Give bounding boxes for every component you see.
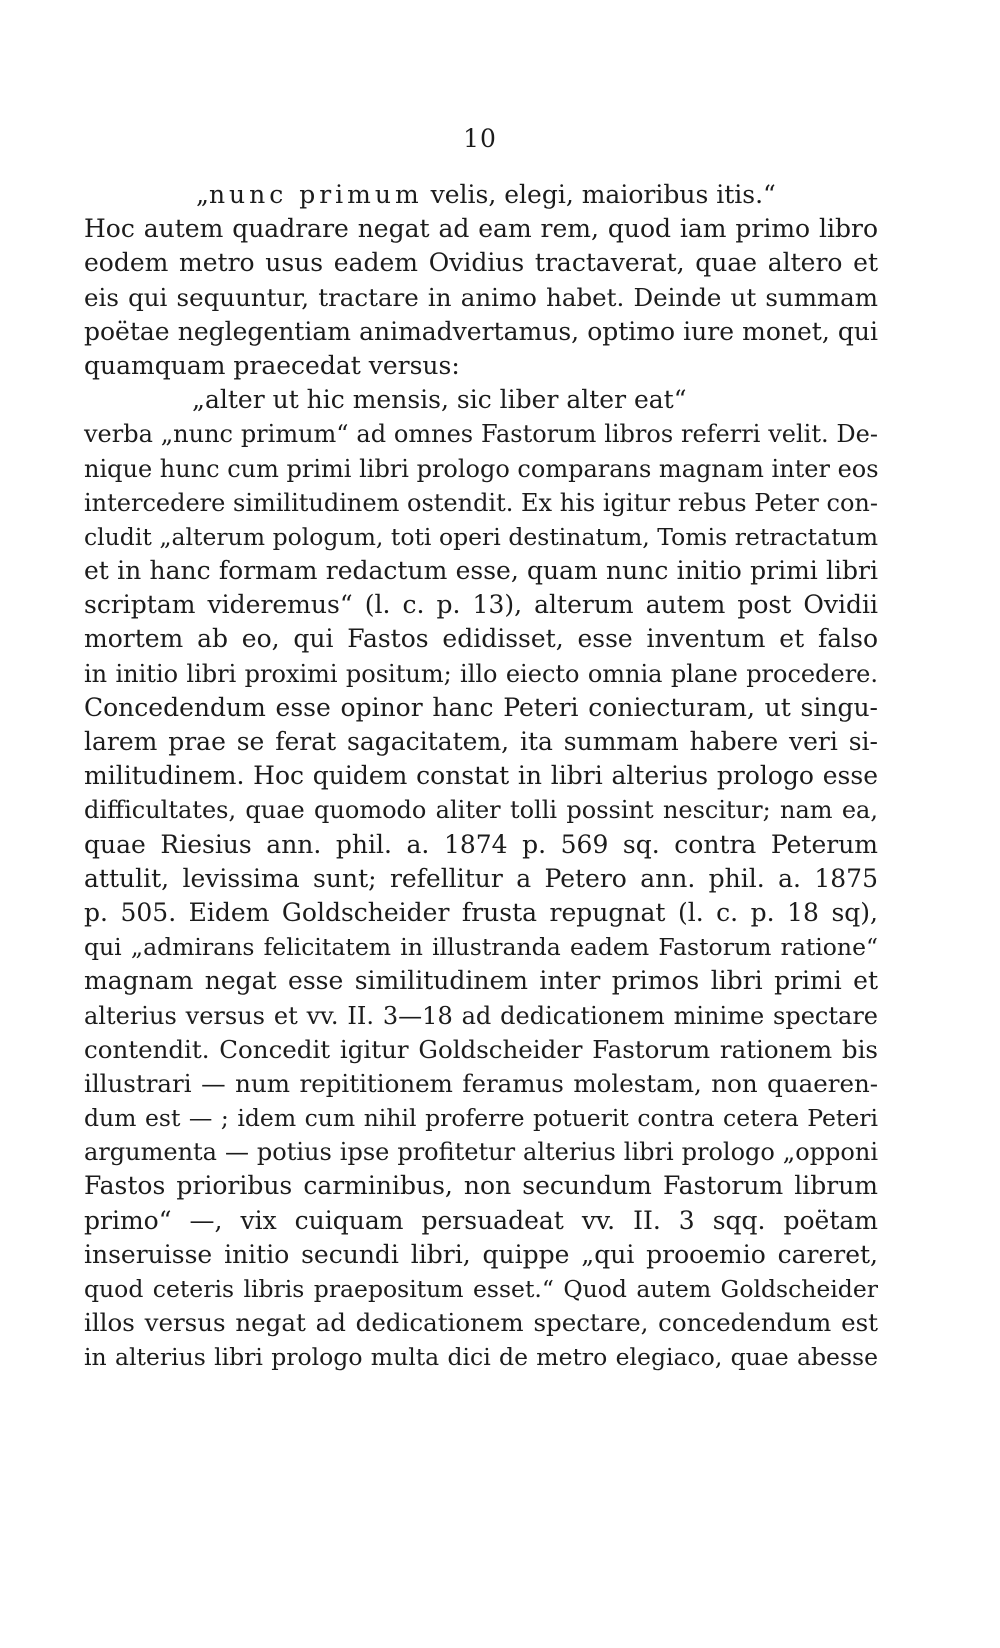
text-line: eodem metro usus eadem Ovidius tractaverat, quae altero et <box>84 248 878 278</box>
page-number: 10 <box>463 124 497 153</box>
text-line: Hoc autem quadrare negat ad eam rem, quod iam primo libro <box>84 214 878 244</box>
text-line: in alterius libri prologo multa dici de metro elegiaco, quae abesse <box>84 1343 878 1372</box>
body-text <box>84 178 878 1375</box>
emphasized-phrase: nunc primum <box>208 180 423 209</box>
text-line: larem prae se ferat sagacitatem, ita summam habere veri si- <box>84 727 878 756</box>
text-line: illustrari — num repititionem feramus molestam, non quaeren- <box>84 1068 878 1098</box>
text-line: Fastos prioribus carminibus, non secundum Fastorum librum <box>84 1171 878 1201</box>
text-line: mortem ab eo, qui Fastos edidisset, esse inventum et falso <box>84 624 878 654</box>
text-line: primo“ —, vix cuiquam persuadeat vv. II. 3 sqq. poëtam <box>84 1205 878 1235</box>
text-line: dum est — ; idem cum nihil proferre potuerit contra cetera Peteri <box>84 1104 878 1133</box>
text-line: nique hunc cum primi libri prologo comparans magnam inter eos <box>84 454 879 483</box>
text-line: scriptam videremus“ (l. c. p. 13), alterum autem post Ovidii <box>84 590 878 620</box>
text-line: p. 505. Eidem Goldscheider frusta repugnat (l. c. p. 18 sq), <box>84 897 878 927</box>
text-line: Concedendum esse opinor hanc Peteri coniecturam, ut singu- <box>84 692 878 722</box>
text-line: contendit. Concedit igitur Goldscheider Fastorum rationem bis <box>84 1034 878 1064</box>
text-line: eis qui sequuntur, tractare in animo habet. Deinde ut summam <box>84 282 878 312</box>
text-line: in initio libri proximi positum; illo eiecto omnia plane procedere. <box>84 659 878 688</box>
text-line: magnam negat esse similitudinem inter primos libri primi et <box>84 966 878 996</box>
text-line: quod ceteris libris praepositum esset.“ Quod autem Goldscheider <box>84 1275 878 1303</box>
text-line: qui „admirans felicitatem in illustranda eadem Fastorum ratione“ <box>84 933 878 962</box>
text-line: verba „nunc primum“ ad omnes Fastorum libros referri velit. De- <box>84 420 878 449</box>
quote-rest: velis, elegi, maioribus itis.“ <box>422 180 776 209</box>
text-line: inseruisse initio secundi libri, quippe „qui prooemio careret, <box>84 1239 878 1269</box>
text-line: intercedere similitudinem ostendit. Ex his igitur rebus Peter con- <box>84 488 878 517</box>
text-line <box>84 178 878 212</box>
text-line: argumenta — potius ipse profitetur alterius libri prologo „opponi <box>84 1138 878 1167</box>
quote-open: „ <box>196 180 209 209</box>
text-line: et in hanc formam redactum esse, quam nunc initio primi libri <box>84 556 878 586</box>
text-line: alterius versus et vv. II. 3—18 ad dedicationem minime spectare <box>84 1001 878 1030</box>
text-line: attulit, levissima sunt; refellitur a Petero ann. phil. a. 1875 <box>84 863 878 893</box>
text-line: quamquam praecedat versus: <box>84 350 460 380</box>
text-line: poëtae neglegentiam animadvertamus, optimo iure monet, qui <box>84 316 878 346</box>
text-line: quae Riesius ann. phil. a. 1874 p. 569 sq. contra Peterum <box>84 829 878 859</box>
text-line: militudinem. Hoc quidem constat in libri alterius prologo esse <box>84 761 878 791</box>
text-line: cludit „alterum pologum, toti operi destinatum, Tomis retractatum <box>84 522 878 551</box>
text-line: illos versus negat ad dedicationem spectare, concedendum est <box>84 1308 878 1338</box>
quoted-verse: „alter ut hic mensis, sic liber alter eat“ <box>192 385 687 415</box>
text-line: difficultates, quae quomodo aliter tolli possint nescitur; nam ea, <box>84 796 878 825</box>
